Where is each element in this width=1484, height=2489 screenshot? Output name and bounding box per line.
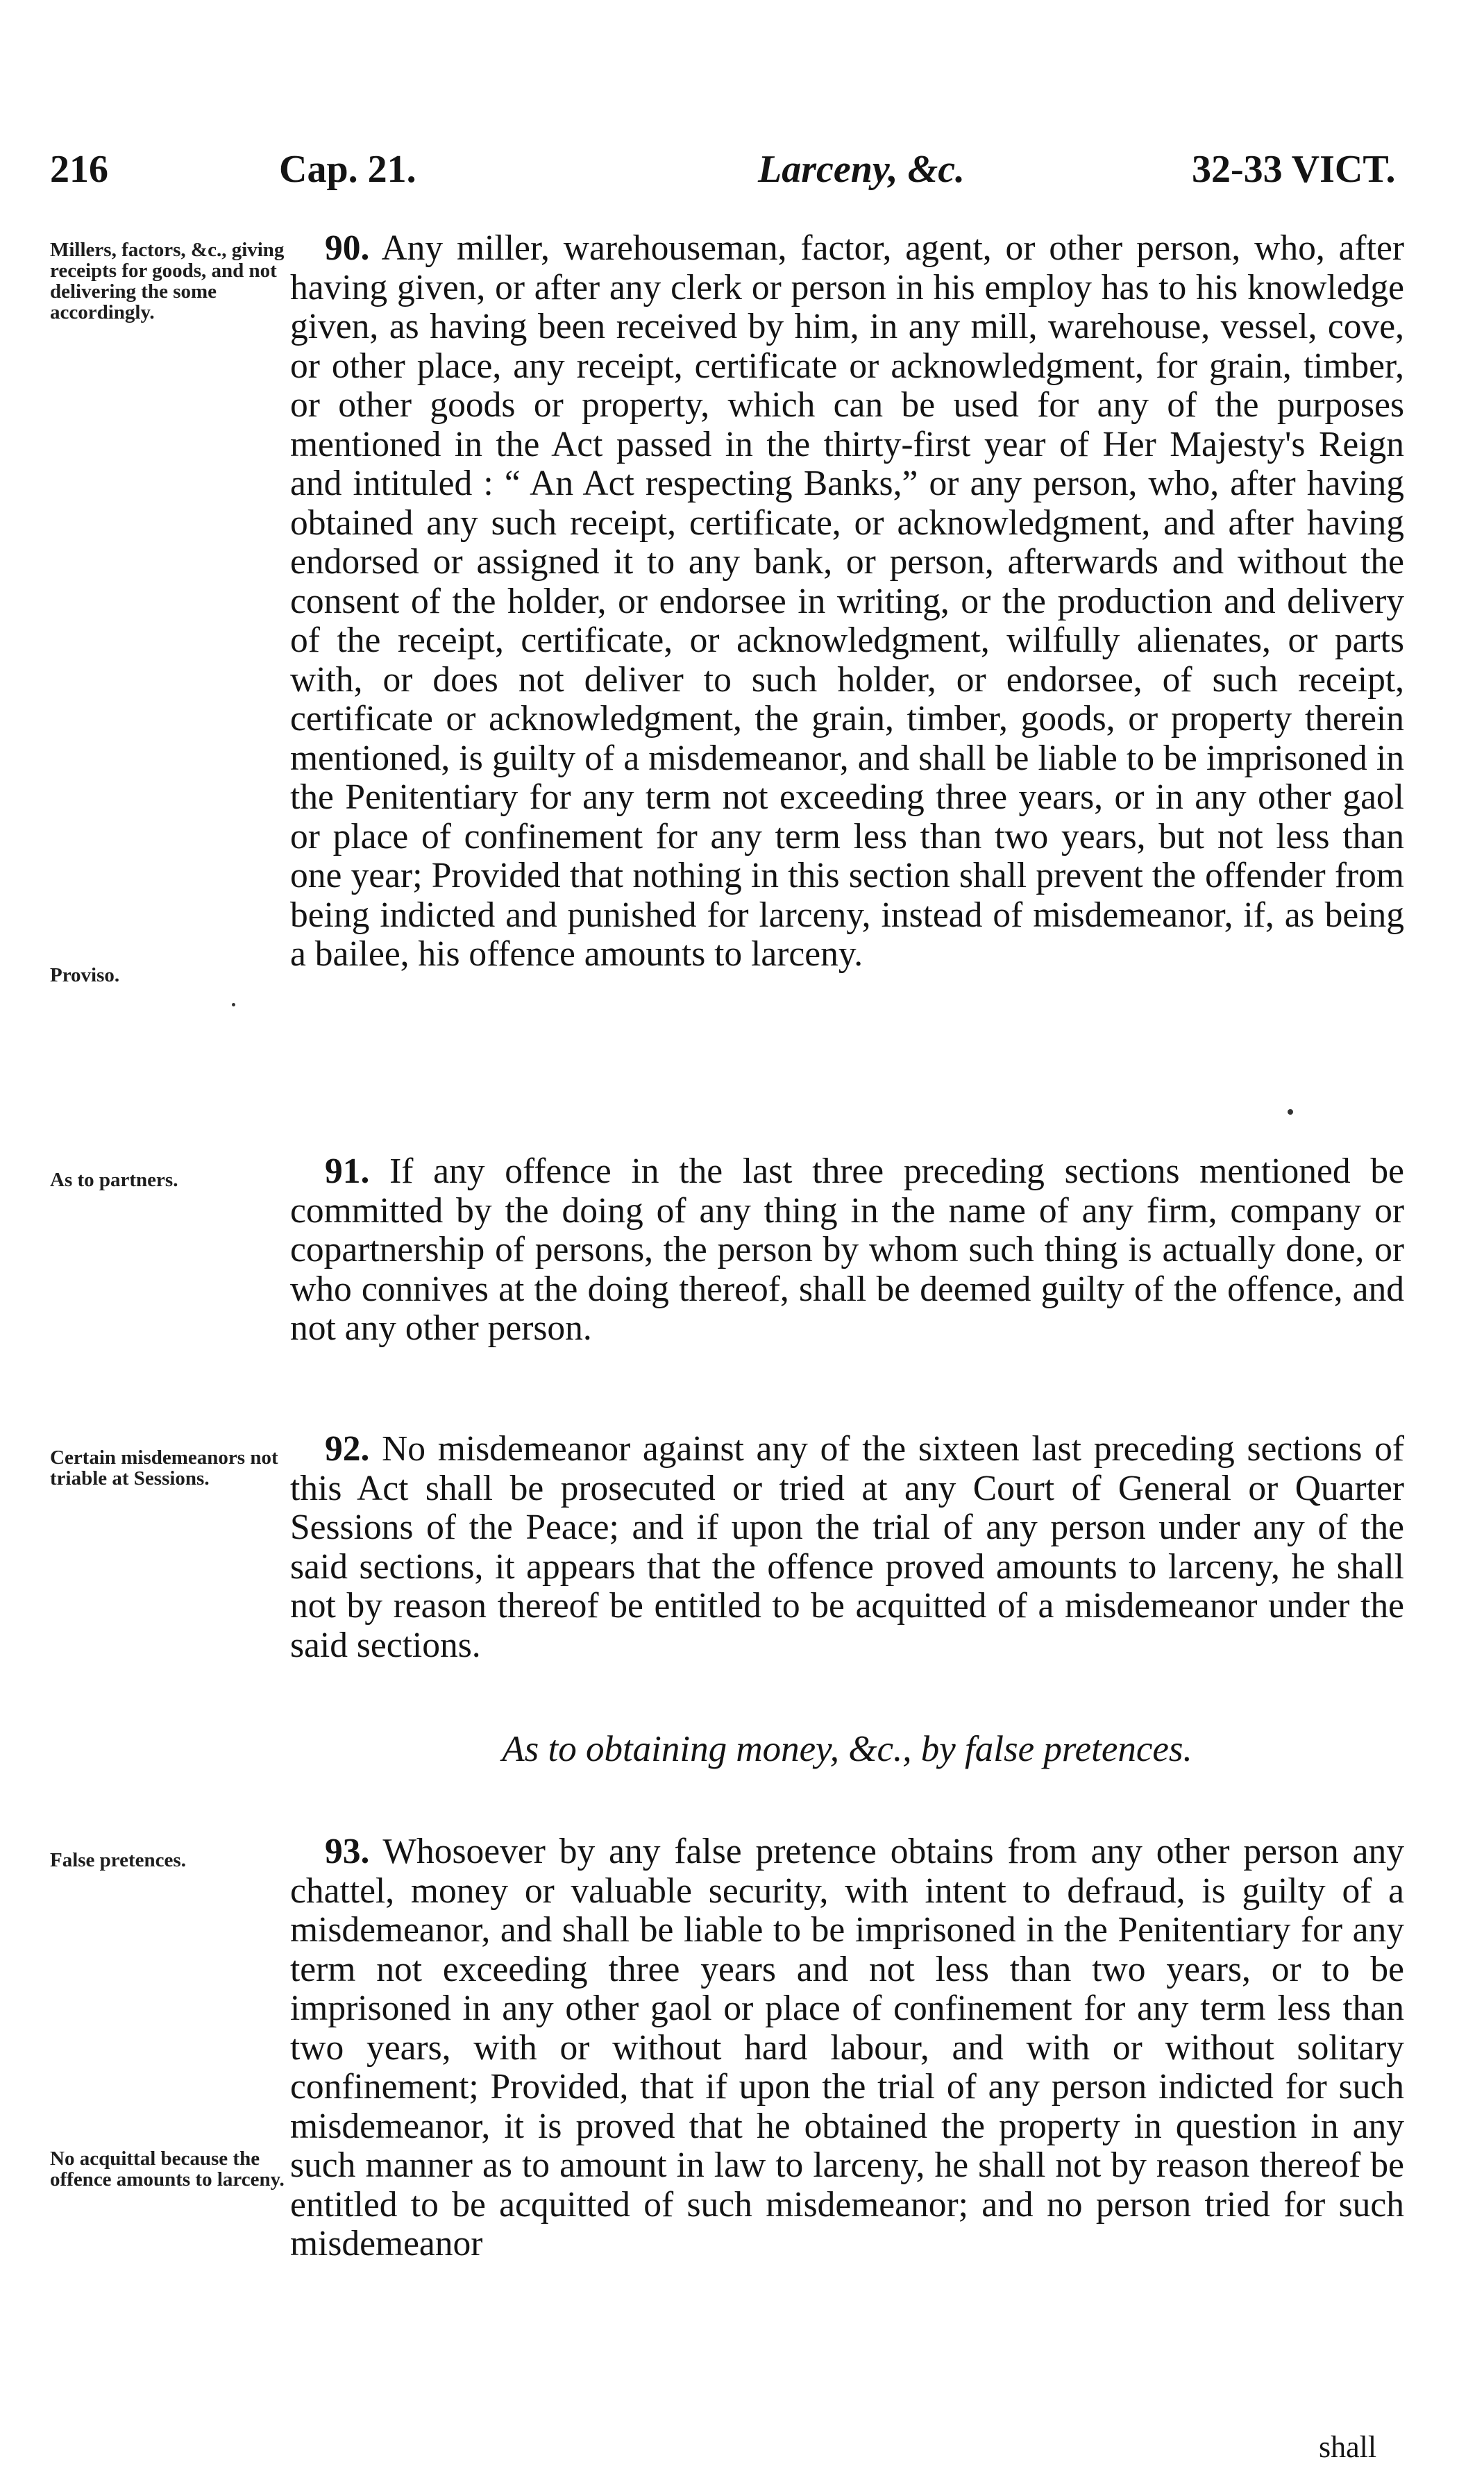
running-title: Larceny, &c. — [758, 148, 966, 191]
catchword: shall — [1319, 2430, 1377, 2464]
margin-note-proviso: Proviso. — [50, 964, 120, 986]
section-93 — [290, 1832, 1404, 2264]
regnal-year: 32-33 VICT. — [1192, 148, 1396, 191]
section-text: Any miller, warehouseman, factor, agent, or other person, who, after having given, or after any clerk or person in his employ has to his knowledge given, as having been received by him, in any mill, warehouse, vessel, cove, or other place, any receipt, certificate or acknowledgment, for grain, timber, or other goods or property, which can be used for any of the purposes mentioned in the Act passed in the thirty-first year of Her Majesty's Reign and intituled : “ An Act respecting Banks,” or any person, who, after having obtained any such receipt, certificate, or acknowledgment, and after having endorsed or assigned it to any bank, or person, afterwards and without the consent of the holder, or endorsee in writing, or the production and delivery of the receipt, certificate, or acknowledgment, wilfully alienates, or parts with, or does not deliver to such holder, or endorsee, of such receipt, certificate or acknowledgment, the grain, timber, goods, or property therein mentioned, is guilty of a misdemeanor, and shall be liable to be imprisoned in the Penitentiary for any term not exceeding three years, or in any other gaol or place of confinement for any term less than two years, but not less than one year; Provided that nothing in this section shall prevent the offender from being indicted and punished for larceny, instead of misdemeanor, if, as being a bailee, his offence amounts to larceny. — [290, 228, 1404, 974]
section-91 — [290, 1152, 1404, 1349]
section-92 — [290, 1430, 1404, 1665]
chapter-label: Cap. 21. — [279, 148, 416, 191]
section-number: 91. — [325, 1151, 370, 1191]
section-text: No misdemeanor against any of the sixteen last preceding sections of this Act shall be prosecuted or tried at any Court of General or Quarter Sessions of the Peace; and if upon the trial of any person under any of the said sections, it appears that the offence proved amounts to larceny, he shall not by reason thereof be entitled to be acquitted of a misdemeanor under the said sections. — [290, 1429, 1404, 1665]
section-heading: As to obtaining money, &c., by false pretences. — [502, 1729, 1192, 1769]
print-speck — [1288, 1109, 1293, 1115]
section-number: 93. — [325, 1832, 370, 1871]
margin-note-millers: Millers, factors, &c., giving receipts for goods, and not delivering the some accordingly. — [50, 239, 285, 323]
page-number: 216 — [50, 148, 108, 191]
margin-note-false-pretences: False pretences. — [50, 1849, 186, 1871]
margin-note-no-acquittal: No acquittal because the offence amounts to larceny. — [50, 2148, 285, 2191]
section-number: 92. — [325, 1429, 370, 1469]
margin-note-partners: As to partners. — [50, 1169, 178, 1191]
section-90 — [290, 229, 1404, 974]
print-speck — [232, 1003, 235, 1006]
margin-note-sessions: Certain misdemeanors not triable at Sessions. — [50, 1446, 278, 1490]
section-text: If any offence in the last three preceding sections mentioned be committed by the doing of any thing in the name of any firm, company or copartnership of persons, the person by whom such thing is actually done, or who connives at the doing thereof, shall be deemed guilty of the offence, and not any other person. — [290, 1151, 1405, 1348]
running-header — [50, 147, 1403, 203]
section-text: Whosoever by any false pretence obtains from any other person any chattel, money or valuable security, with intent to defraud, is guilty of a misdemeanor, and shall be liable to be imprisoned in the Penitentiary for any term not exceeding three years and not less than two years, or to be imprisoned in any other gaol or place of confinement for any term less than two years, with or without hard labour, and with or without solitary confinement; Provided, that if upon the trial of any person indicted for such misdemeanor, it is proved that he obtained the property in question in any such manner as to amount in law to larceny, he shall not by reason thereof be entitled to be acquitted of such misdemeanor; and no person tried for such misdemeanor — [290, 1832, 1404, 2263]
section-number: 90. — [325, 228, 370, 268]
